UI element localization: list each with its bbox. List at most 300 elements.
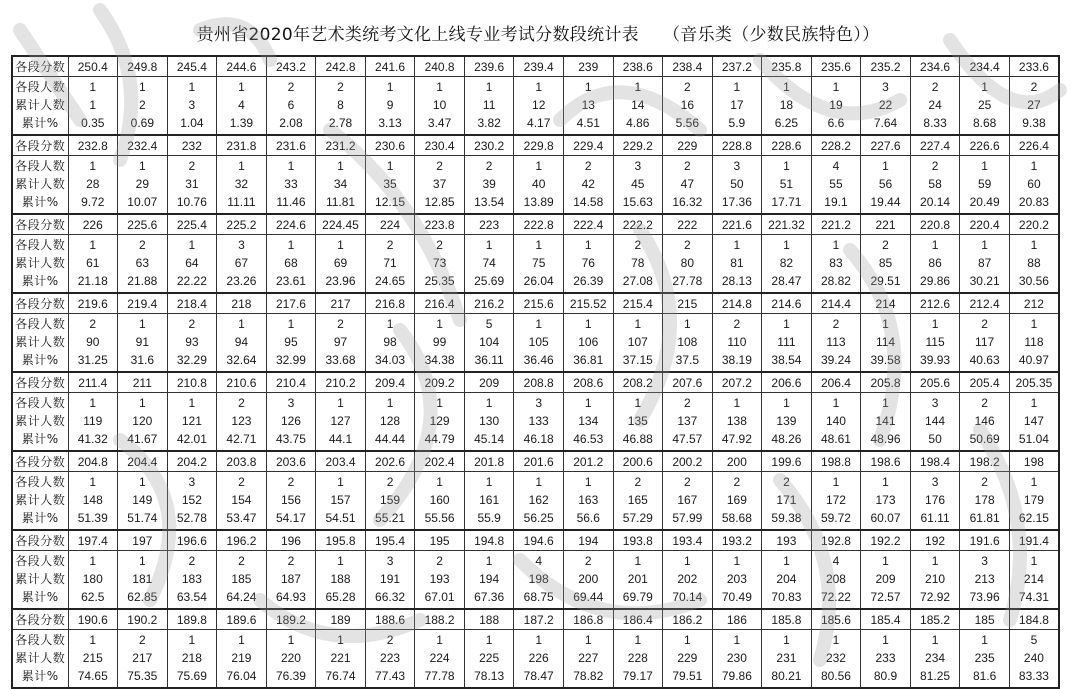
cumulative-pct-value: 39.93: [920, 353, 951, 367]
score-header-row: [12, 372, 1059, 393]
cumulative-count-value: 75: [532, 255, 546, 270]
count-value: 1: [337, 159, 344, 173]
count-value: 2: [882, 238, 889, 252]
score-cell: 209.2: [415, 372, 465, 393]
score-cell: 222.4: [563, 214, 613, 235]
cumulative-pct-value: 59.72: [820, 511, 851, 525]
count-value: 1: [138, 396, 146, 410]
score-cell: 241.6: [365, 56, 415, 77]
cumulative-count-value: 173: [875, 492, 896, 507]
cumulative-count-value: 120: [132, 413, 153, 428]
cumulative-pct-value: 72.92: [920, 590, 951, 604]
count-value: 2: [287, 475, 295, 489]
cumulative-pct-value: 3.82: [477, 116, 501, 130]
stats-cell: [415, 630, 465, 689]
count-value: 2: [287, 554, 295, 568]
score-cell: 185: [960, 609, 1010, 630]
count-value: 2: [832, 317, 840, 331]
stats-cell: [563, 630, 613, 689]
cumulative-pct-value: 75.69: [176, 669, 207, 683]
cumulative-count-value: 37: [432, 176, 447, 191]
cumulative-pct-value: 73.96: [969, 590, 1000, 604]
stats-cell: [316, 235, 366, 294]
stats-cell: [960, 235, 1010, 294]
stats-cell: [167, 472, 217, 531]
stats-cell: [266, 551, 316, 610]
score-cell: 231.6: [266, 135, 316, 156]
stats-cell: [68, 393, 118, 452]
cumulative-pct-value: 78.13: [474, 669, 505, 683]
count-value: 1: [287, 633, 295, 647]
stats-data-row: [12, 393, 1059, 452]
cumulative-pct-value: 19.44: [870, 195, 901, 209]
score-cell: 234.4: [960, 56, 1010, 77]
score-cell: 185.2: [910, 609, 960, 630]
count-value: 1: [485, 238, 493, 252]
score-cell: 239.6: [464, 56, 514, 77]
count-value: 1: [981, 159, 988, 173]
cumulative-count-value: 113: [826, 334, 846, 349]
cumulative-pct-value: 1.39: [229, 116, 254, 130]
cumulative-count-value: 17: [730, 97, 744, 112]
stats-cell: [415, 77, 465, 136]
cumulative-pct-value: 21.18: [77, 274, 108, 288]
stats-cell: [811, 551, 861, 610]
cumulative-count-value: 203: [726, 571, 747, 586]
score-cell: 186.4: [613, 609, 663, 630]
cumulative-count-value: 107: [627, 334, 648, 349]
cumulative-pct-value: 46.88: [622, 432, 653, 446]
row-label-cumulative-count: 累计人数: [15, 176, 66, 191]
score-cell: 200.2: [663, 451, 713, 472]
cumulative-pct-value: 79.86: [721, 669, 752, 683]
stats-cell: [514, 472, 564, 531]
cumulative-count-value: 232: [825, 650, 846, 665]
count-value: 1: [882, 159, 889, 173]
count-value: 1: [882, 475, 889, 489]
stats-cell: [613, 156, 663, 215]
count-value: 1: [535, 80, 543, 94]
stats-cell: [316, 393, 366, 452]
count-value: 1: [584, 475, 592, 489]
stats-cell: [811, 630, 861, 689]
cumulative-pct-value: 19.1: [824, 195, 848, 209]
stats-cell: [514, 314, 564, 373]
cumulative-count-value: 224: [429, 650, 450, 665]
stats-cell: [167, 630, 217, 689]
cumulative-count-value: 226: [528, 650, 549, 665]
cumulative-count-value: 235: [974, 650, 995, 665]
stats-data-row: [12, 235, 1059, 294]
count-value: 1: [634, 633, 642, 647]
cumulative-count-value: 169: [726, 492, 747, 507]
stats-cell: [910, 77, 960, 136]
count-value: 1: [138, 554, 146, 568]
cumulative-pct-value: 26.04: [523, 274, 554, 288]
row-label-count: 各段人数: [15, 633, 66, 647]
score-cell: 231.2: [316, 135, 366, 156]
count-value: 4: [832, 554, 840, 568]
count-value: 1: [535, 238, 543, 252]
score-cell: 219.4: [118, 293, 168, 314]
count-value: 3: [931, 475, 939, 489]
row-label-cumulative-pct: 累计%: [21, 353, 59, 367]
cumulative-pct-value: 27.08: [622, 274, 653, 288]
count-value: 1: [931, 317, 939, 331]
count-value: 1: [1030, 238, 1038, 252]
count-value: 1: [89, 633, 97, 647]
score-cell: 202.4: [415, 451, 465, 472]
cumulative-count-value: 22: [878, 97, 893, 112]
cumulative-count-value: 8: [337, 97, 344, 112]
cumulative-pct-value: 25.69: [474, 274, 505, 288]
stats-cell: [365, 551, 415, 610]
cumulative-pct-value: 10.07: [127, 195, 158, 209]
score-cell: 220.4: [960, 214, 1010, 235]
count-value: 5: [485, 317, 493, 331]
score-cell: 225.2: [217, 214, 267, 235]
cumulative-pct-value: 14.58: [573, 195, 604, 209]
stats-cell: [68, 314, 118, 373]
score-cell: 185.4: [861, 609, 911, 630]
stats-cell: [910, 235, 960, 294]
score-cell: 207.2: [712, 372, 762, 393]
score-cell: 220.8: [910, 214, 960, 235]
cumulative-count-value: 27: [1027, 97, 1041, 112]
count-value: 1: [1030, 159, 1038, 173]
count-value: 3: [188, 475, 196, 489]
stats-cell: [663, 630, 713, 689]
score-cell: 228.6: [762, 135, 812, 156]
cumulative-pct-value: 11.11: [227, 195, 256, 209]
score-cell: 206.6: [762, 372, 812, 393]
cumulative-pct-value: 78.47: [523, 669, 554, 683]
stats-cell: [365, 630, 415, 689]
cumulative-pct-value: 8.33: [923, 116, 947, 130]
stats-cell: [217, 235, 267, 294]
score-cell: 217.6: [266, 293, 316, 314]
stats-cell: [68, 156, 118, 215]
stats-cell: [514, 235, 564, 294]
stats-cell: [365, 77, 415, 136]
cumulative-count-value: 221: [330, 650, 351, 665]
score-cell: 230.6: [365, 135, 415, 156]
count-value: 2: [783, 475, 790, 489]
cumulative-pct-value: 69.44: [573, 590, 604, 604]
count-value: 2: [485, 159, 493, 173]
cumulative-count-value: 171: [776, 492, 797, 507]
count-value: 2: [981, 396, 988, 410]
cumulative-pct-value: 21.88: [127, 274, 158, 288]
cumulative-count-value: 59: [977, 176, 992, 191]
row-label-score: 各段分数: [12, 135, 68, 156]
stats-cell: [266, 472, 316, 531]
cumulative-pct-value: 78.82: [573, 669, 604, 683]
score-cell: 215.6: [514, 293, 564, 314]
stats-cell: [1009, 156, 1059, 215]
stats-cell: [167, 393, 217, 452]
cumulative-pct-value: 32.99: [275, 353, 306, 367]
cumulative-count-value: 60: [1027, 176, 1041, 191]
score-cell: 245.4: [167, 56, 217, 77]
count-value: 1: [138, 159, 146, 173]
stats-cell: [563, 235, 613, 294]
stats-cell: [514, 77, 564, 136]
row-label-cumulative-pct: 累计%: [21, 511, 59, 525]
score-cell: 188.6: [365, 609, 415, 630]
stats-cell: [415, 551, 465, 610]
score-cell: 220.2: [1009, 214, 1059, 235]
cumulative-count-value: 31: [185, 176, 199, 191]
stats-cell: [613, 77, 663, 136]
count-value: 2: [683, 159, 691, 173]
count-value: 1: [634, 396, 642, 410]
count-value: 2: [138, 633, 146, 647]
row-label-score: 各段分数: [12, 372, 68, 393]
cumulative-pct-value: 61.11: [920, 511, 950, 525]
score-cell: 226: [68, 214, 118, 235]
score-cell: 216.4: [415, 293, 465, 314]
cumulative-pct-value: 47.57: [672, 432, 703, 446]
score-cell: 209: [464, 372, 514, 393]
cumulative-pct-value: 20.83: [1018, 195, 1049, 209]
cumulative-count-value: 91: [135, 334, 149, 349]
score-cell: 197.4: [68, 530, 118, 551]
count-value: 1: [188, 396, 196, 410]
cumulative-count-value: 179: [1023, 492, 1044, 507]
count-value: 1: [931, 238, 939, 252]
cumulative-count-value: 104: [479, 334, 500, 349]
cumulative-pct-value: 0.69: [130, 116, 154, 130]
count-value: 1: [485, 80, 493, 94]
count-value: 3: [287, 396, 295, 410]
stats-cell: [1009, 472, 1059, 531]
count-value: 2: [386, 633, 394, 647]
score-cell: 192.2: [861, 530, 911, 551]
score-cell: 222: [663, 214, 713, 235]
cumulative-count-value: 98: [383, 334, 397, 349]
stats-cell: [712, 551, 762, 610]
stats-cell: [1009, 314, 1059, 373]
row-label-count: 各段人数: [15, 554, 66, 568]
stats-cell: [960, 77, 1010, 136]
cumulative-pct-value: 50.69: [969, 432, 1000, 446]
cumulative-pct-value: 26.39: [573, 274, 604, 288]
stats-cell: [464, 472, 514, 531]
stats-cell: [217, 156, 267, 215]
score-cell: 211.4: [68, 372, 118, 393]
score-cell: 198.2: [960, 451, 1010, 472]
cumulative-pct-value: 52.78: [176, 511, 207, 525]
score-cell: 237.2: [712, 56, 762, 77]
count-value: 2: [386, 238, 394, 252]
row-label-score: 各段分数: [12, 56, 68, 77]
count-value: 1: [436, 80, 443, 94]
cumulative-count-value: 76: [581, 255, 595, 270]
score-cell: 229.2: [613, 135, 663, 156]
cumulative-count-value: 225: [479, 650, 500, 665]
score-cell: 198.8: [811, 451, 861, 472]
cumulative-pct-value: 44.44: [375, 432, 406, 446]
cumulative-pct-value: 4.86: [626, 116, 650, 130]
cumulative-count-value: 167: [677, 492, 698, 507]
cumulative-count-value: 32: [234, 176, 249, 191]
stats-cell: [514, 156, 564, 215]
count-value: 2: [436, 159, 443, 173]
cumulative-count-value: 204: [776, 571, 797, 586]
cumulative-count-value: 160: [429, 492, 450, 507]
stats-cell: [118, 630, 168, 689]
count-value: 2: [337, 80, 344, 94]
cumulative-pct-value: 81.25: [920, 669, 951, 683]
score-cell: 204.4: [118, 451, 168, 472]
stats-cell: [316, 630, 366, 689]
stats-cell: [118, 314, 168, 373]
cumulative-count-value: 147: [1023, 413, 1044, 428]
count-value: 1: [436, 396, 443, 410]
stats-cell: [910, 314, 960, 373]
cumulative-pct-value: 79.17: [622, 669, 653, 683]
cumulative-pct-value: 60.07: [870, 511, 901, 525]
stats-cell: [365, 393, 415, 452]
stats-cell: [1009, 551, 1059, 610]
score-cell: 205.6: [910, 372, 960, 393]
score-cell: 212.6: [910, 293, 960, 314]
count-value: 1: [683, 554, 691, 568]
cumulative-count-value: 137: [677, 413, 698, 428]
count-value: 1: [733, 396, 741, 410]
count-value: 1: [337, 633, 344, 647]
stats-cell: [762, 314, 812, 373]
row-label-cumulative-count: 累计人数: [15, 255, 66, 270]
stats-cell: [960, 314, 1010, 373]
cumulative-pct-value: 32.64: [226, 353, 257, 367]
cumulative-pct-value: 83.33: [1018, 669, 1049, 683]
stats-cell: [464, 630, 514, 689]
cumulative-pct-value: 76.04: [226, 669, 257, 683]
cumulative-pct-value: 64.93: [275, 590, 306, 604]
row-label-cumulative-count: 累计人数: [15, 571, 66, 586]
cumulative-count-value: 180: [82, 571, 103, 586]
stats-cell: [415, 235, 465, 294]
stats-cell: [613, 472, 663, 531]
stats-cell: [464, 235, 514, 294]
row-labels-cell: [12, 393, 68, 452]
cumulative-pct-value: 51.04: [1018, 432, 1049, 446]
count-value: 3: [535, 396, 543, 410]
score-cell: 184.8: [1009, 609, 1059, 630]
score-cell: 227.6: [861, 135, 911, 156]
cumulative-count-value: 229: [677, 650, 698, 665]
count-value: 1: [287, 238, 295, 252]
cumulative-pct-value: 44.79: [424, 432, 455, 446]
count-value: 2: [733, 475, 741, 489]
stats-data-row: [12, 630, 1059, 689]
score-cell: 239: [563, 56, 613, 77]
stats-cell: [811, 77, 861, 136]
stats-cell: [167, 156, 217, 215]
count-value: 1: [238, 633, 245, 647]
score-cell: 189.2: [266, 609, 316, 630]
score-cell: 208.6: [563, 372, 613, 393]
count-value: 1: [337, 238, 344, 252]
count-value: 1: [783, 238, 790, 252]
row-label-cumulative-pct: 累计%: [21, 274, 59, 288]
cumulative-count-value: 4: [238, 97, 245, 112]
cumulative-count-value: 39: [482, 176, 496, 191]
cumulative-count-value: 219: [231, 650, 252, 665]
stats-cell: [910, 472, 960, 531]
score-cell: 230.4: [415, 135, 465, 156]
cumulative-count-value: 135: [627, 413, 648, 428]
cumulative-pct-value: 76.74: [325, 669, 356, 683]
score-cell: 194.8: [464, 530, 514, 551]
count-value: 1: [783, 80, 790, 94]
score-cell: 192: [910, 530, 960, 551]
cumulative-pct-value: 51.39: [77, 511, 108, 525]
count-value: 1: [535, 475, 543, 489]
count-value: 1: [584, 80, 592, 94]
cumulative-count-value: 210: [925, 571, 946, 586]
count-value: 1: [436, 475, 443, 489]
score-cell: 243.2: [266, 56, 316, 77]
score-cell: 214.8: [712, 293, 762, 314]
score-header-row: [12, 293, 1059, 314]
stats-cell: [68, 472, 118, 531]
row-label-cumulative-count: 累计人数: [15, 97, 66, 112]
count-value: 1: [832, 80, 840, 94]
count-value: 2: [981, 317, 988, 331]
cumulative-count-value: 58: [928, 176, 942, 191]
count-value: 1: [188, 238, 196, 252]
stats-cell: [464, 77, 514, 136]
count-value: 1: [882, 554, 889, 568]
score-cell: 206.4: [811, 372, 861, 393]
cumulative-count-value: 144: [925, 413, 946, 428]
cumulative-pct-value: 44.1: [328, 432, 353, 446]
count-value: 1: [683, 317, 691, 331]
count-value: 1: [89, 80, 97, 94]
stats-cell: [167, 551, 217, 610]
count-value: 2: [386, 475, 394, 489]
cumulative-pct-value: 59.38: [771, 511, 802, 525]
count-value: 1: [337, 475, 344, 489]
stats-cell: [811, 235, 861, 294]
count-value: 2: [436, 554, 443, 568]
cumulative-pct-value: 7.64: [873, 116, 898, 130]
cumulative-count-value: 108: [677, 334, 698, 349]
stats-cell: [266, 156, 316, 215]
cumulative-count-value: 47: [680, 176, 695, 191]
score-cell: 204.8: [68, 451, 118, 472]
score-cell: 216.2: [464, 293, 514, 314]
score-cell: 191.6: [960, 530, 1010, 551]
stats-cell: [266, 235, 316, 294]
cumulative-pct-value: 12.15: [375, 195, 406, 209]
stats-cell: [118, 551, 168, 610]
cumulative-pct-value: 67.36: [474, 590, 505, 604]
cumulative-count-value: 14: [631, 97, 645, 112]
count-value: 1: [535, 633, 543, 647]
cumulative-count-value: 61: [86, 255, 100, 270]
cumulative-count-value: 209: [875, 571, 896, 586]
count-value: 1: [287, 317, 295, 331]
cumulative-count-value: 69: [333, 255, 348, 270]
cumulative-pct-value: 6.6: [827, 116, 845, 130]
count-value: 1: [89, 396, 97, 410]
cumulative-pct-value: 31.6: [130, 353, 154, 367]
score-cell: 195.8: [316, 530, 366, 551]
